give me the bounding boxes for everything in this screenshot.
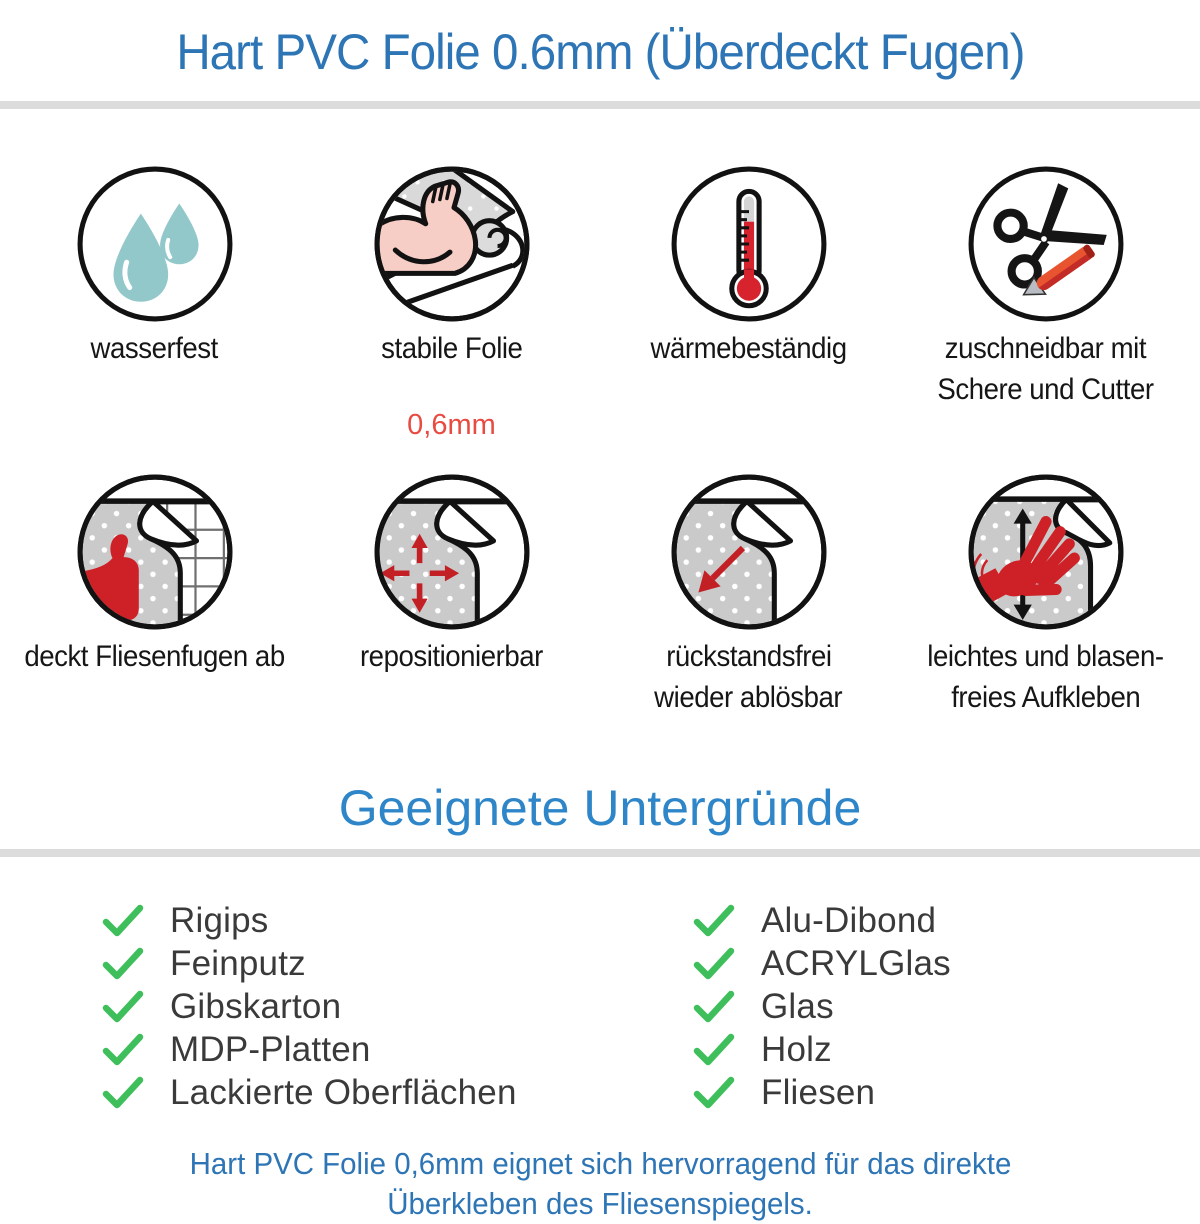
- check-icon: [693, 1033, 735, 1067]
- surfaces-column-left: [102, 899, 660, 1114]
- top-divider: [0, 101, 1200, 109]
- feature-card-rueckstandsfrei: [600, 471, 897, 715]
- feature-label: wasserfest: [90, 332, 219, 365]
- feature-card-aufkleben: [897, 471, 1194, 715]
- feature-label-2: wieder ablösbar: [654, 681, 843, 714]
- check-icon: [693, 904, 735, 938]
- footer-note: [0, 1144, 1200, 1224]
- checklist-label: Fliesen: [761, 1072, 876, 1112]
- feature-card-wasserfest: [6, 163, 303, 443]
- footer-line-2: Überkleben des Fliesenspiegels.: [387, 1186, 813, 1221]
- check-icon: [102, 990, 144, 1024]
- thumbs-up-tile-icon: [74, 471, 236, 633]
- checklist-label: Rigips: [170, 900, 269, 940]
- water-drops-icon: [74, 163, 236, 325]
- checklist-item: [693, 985, 951, 1028]
- checklist-item: [102, 942, 660, 985]
- feature-sublabel: 0,6mm: [407, 409, 496, 441]
- surfaces-checklist: [0, 899, 1200, 1114]
- feature-card-fliesenfugen: [6, 471, 303, 715]
- check-icon: [693, 1076, 735, 1110]
- checklist-label: ACRYLGlas: [761, 943, 951, 983]
- check-icon: [102, 1033, 144, 1067]
- checklist-item: [693, 899, 951, 942]
- feature-row-2: [0, 471, 1200, 715]
- feature-label: deckt Fliesenfugen ab: [24, 640, 285, 673]
- feature-card-stabile-folie: [303, 163, 600, 443]
- page-title-text: Hart PVC Folie 0.6mm (Überdeckt Fugen): [175, 24, 1025, 80]
- feature-label: repositionierbar: [360, 640, 543, 673]
- checklist-item: [102, 1028, 660, 1071]
- feature-label: wärmebeständig: [650, 332, 847, 365]
- checklist-label: Lackierte Oberflächen: [170, 1072, 517, 1112]
- muscle-arm-film-icon: [371, 163, 533, 325]
- thermometer-icon: [668, 163, 830, 325]
- check-icon: [102, 947, 144, 981]
- section-heading: Geeignete Untergründe: [338, 780, 862, 836]
- checklist-item: [102, 899, 660, 942]
- checklist-label: Alu-Dibond: [761, 900, 937, 940]
- feature-label-2: Schere und Cutter: [937, 373, 1154, 406]
- peel-arrow-film-icon: [668, 471, 830, 633]
- checklist-label: Feinputz: [170, 943, 306, 983]
- feature-label-2: freies Aufkleben: [950, 681, 1141, 714]
- check-icon: [693, 990, 735, 1024]
- checklist-label: MDP-Platten: [170, 1029, 371, 1069]
- feature-row-1: [0, 163, 1200, 443]
- feature-label: leichtes und blasen-: [927, 640, 1164, 673]
- checklist-item: [102, 985, 660, 1028]
- feature-label: zuschneidbar mit: [944, 332, 1147, 365]
- feature-label: stabile Folie: [380, 332, 523, 365]
- footer-line-1: Hart PVC Folie 0,6mm eignet sich hervorragend für das direkte: [189, 1146, 1011, 1181]
- page-title: [0, 0, 1200, 80]
- checklist-label: Gibskarton: [170, 986, 342, 1026]
- checklist-item: [693, 1028, 951, 1071]
- checklist-label: Holz: [761, 1029, 832, 1069]
- feature-label: rückstandsfrei: [665, 640, 832, 673]
- feature-card-waermebestaendig: [600, 163, 897, 443]
- mid-divider: [0, 849, 1200, 857]
- checklist-label: Glas: [761, 986, 834, 1026]
- feature-card-zuschneidbar: [897, 163, 1194, 443]
- check-icon: [102, 904, 144, 938]
- check-icon: [693, 947, 735, 981]
- surfaces-column-right: [693, 899, 951, 1114]
- checklist-item: [693, 1071, 951, 1114]
- checklist-item: [693, 942, 951, 985]
- scissors-cutter-icon: [965, 163, 1127, 325]
- check-icon: [102, 1076, 144, 1110]
- checklist-item: [102, 1071, 660, 1114]
- move-arrows-film-icon: [371, 471, 533, 633]
- feature-card-repositionierbar: [303, 471, 600, 715]
- hand-smoothing-film-icon: [965, 471, 1127, 633]
